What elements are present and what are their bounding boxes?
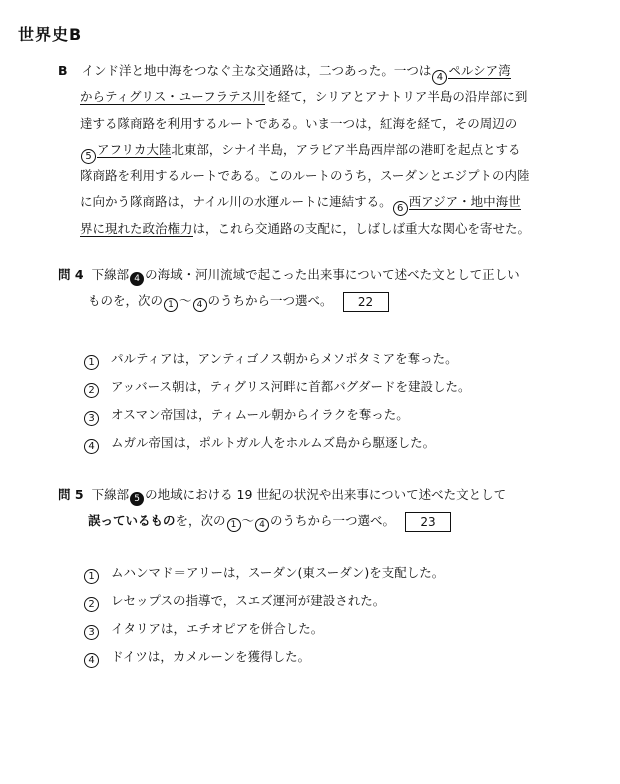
question-4 [58, 262, 598, 314]
option-text: パルティアは，アンティゴノス朝からメソポタミアを奪った。 [111, 351, 458, 366]
option-item[interactable] [84, 373, 471, 401]
option-number: 2 [84, 383, 99, 398]
question-line [88, 508, 598, 534]
option-text: レセップスの指導で，スエズ運河が建設された。 [111, 593, 386, 608]
passage-line [80, 137, 578, 163]
option-item[interactable] [84, 587, 444, 615]
question-line [88, 288, 598, 314]
option-item[interactable] [84, 429, 471, 457]
question-text: の海域・河川流域で起こった出来事について述べた文として正しい [145, 267, 520, 282]
question-text: 下線部 [91, 267, 130, 282]
range-start-num: 1 [227, 518, 241, 532]
passage-line [80, 189, 578, 215]
answer-box-23[interactable]: 23 [405, 512, 451, 532]
passage-line [80, 84, 578, 110]
question-number: 問 5 [58, 487, 84, 502]
question-text: のうちから一つ選べ。 [207, 293, 333, 308]
underlined-text-6: 西アジア・地中海世 [408, 194, 521, 210]
range-end-num: 4 [255, 518, 269, 532]
option-text: ムガル帝国は，ポルトガル人をホルムズ島から駆逐した。 [111, 435, 436, 450]
passage-line [58, 58, 578, 84]
passage-b [58, 58, 578, 242]
passage-text: を経て，シリアとアナトリア半島の沿岸部に到 [265, 89, 528, 105]
question-number: 問 4 [58, 267, 84, 282]
option-text: アッバース朝は，ティグリス河畔に首都バグダードを建設した。 [111, 379, 471, 394]
underlined-text-4: ペルシア湾 [448, 63, 511, 78]
option-number: 3 [84, 625, 99, 640]
answer-box-22[interactable]: 22 [343, 292, 389, 312]
option-number: 4 [84, 439, 99, 454]
option-text: ドイツは，カメルーンを獲得した。 [111, 649, 311, 664]
question-text: を，次の [175, 513, 226, 528]
underline-marker-6: 6 [393, 201, 408, 216]
option-item[interactable] [84, 559, 444, 587]
option-text: オスマン帝国は，ティムール朝からイラクを奪った。 [111, 407, 409, 422]
option-number: 4 [84, 653, 99, 668]
question-line [58, 262, 598, 288]
option-item[interactable] [84, 615, 444, 643]
question-text: ものを，次の [88, 293, 164, 308]
option-number: 1 [84, 355, 99, 370]
passage-text: に向かう隊商路は，ナイル川の水運ルートに連結する。 [80, 194, 392, 210]
passage-text: 北東部，シナイ半島，アラビア半島西岸部の港町を起点とする [171, 141, 521, 157]
underlined-text-4-cont: からティグリス・ユーフラテス川 [80, 89, 266, 105]
underlined-text-5: アフリカ大陸 [97, 141, 172, 157]
question-5 [58, 482, 598, 534]
option-number: 2 [84, 597, 99, 612]
emphasis-text: 誤っているもの [88, 513, 176, 528]
option-item[interactable] [84, 643, 444, 671]
underline-marker-5: 5 [81, 149, 96, 164]
passage-text: 隊商路を利用するルートである。このルートのうち，スーダンとエジプトの内陸 [80, 168, 530, 184]
section-label: B [58, 63, 68, 78]
range-separator: 〜 [179, 293, 192, 308]
underlined-text-6-cont: 界に現れた政治権力 [80, 220, 193, 236]
underline-marker-4: 4 [432, 70, 447, 85]
q5-options [84, 559, 444, 671]
range-separator: 〜 [241, 513, 255, 528]
question-line [58, 482, 598, 508]
passage-text: は，これら交通路の支配に，しばしば重大な関心を寄せた。 [192, 220, 531, 236]
subject-title: 世界史B [18, 25, 83, 44]
option-number: 1 [84, 569, 99, 584]
passage-line [80, 163, 578, 189]
option-text: イタリアは，エチオピアを併合した。 [111, 621, 324, 636]
option-item[interactable] [84, 345, 471, 373]
range-end-num: 4 [193, 298, 207, 312]
question-text: 下線部 [91, 487, 130, 502]
passage-line [80, 216, 578, 242]
passage-text: インド洋と地中海をつなぐ主な交通路は，二つあった。一つは [81, 63, 432, 78]
range-start-num: 1 [164, 298, 178, 312]
passage-line [80, 111, 578, 137]
question-text: の地域における 19 世紀の状況や出来事について述べた文として [145, 487, 507, 502]
q4-options [84, 345, 471, 457]
underline-ref-5: 5 [130, 492, 144, 506]
option-item[interactable] [84, 401, 471, 429]
underline-ref-4: 4 [130, 272, 144, 286]
option-text: ムハンマド＝アリーは，スーダン(東スーダン)を支配した。 [111, 565, 445, 580]
question-text: のうちから一つ選べ。 [270, 513, 396, 528]
passage-text: 達する隊商路を利用するルートである。いま一つは，紅海を経て，その周辺の [80, 115, 518, 131]
option-number: 3 [84, 411, 99, 426]
